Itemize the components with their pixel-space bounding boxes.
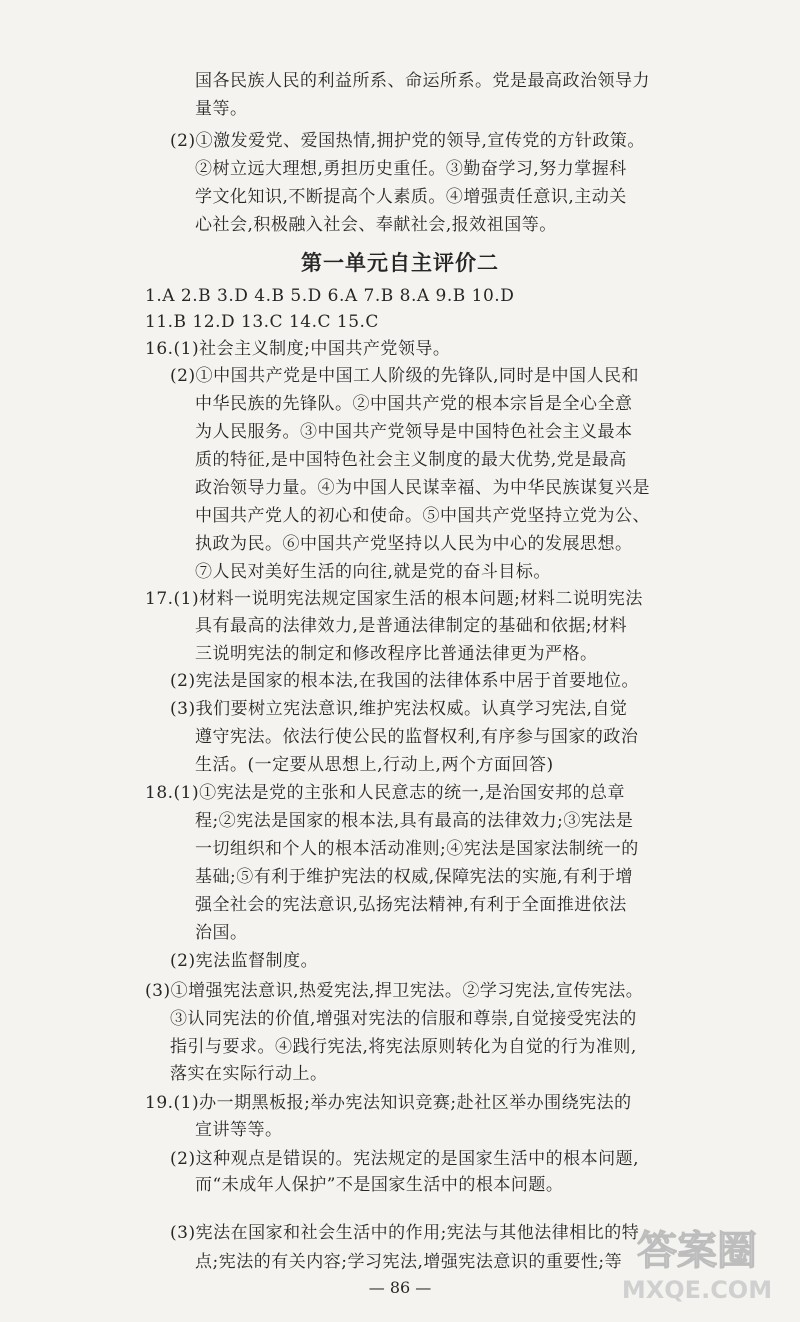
answer-line: 三说明宪法的制定和修改程序比普通法律更为严格。 bbox=[195, 644, 598, 664]
text-line: 心社会,积极融入社会、奉献社会,报效祖国等。 bbox=[195, 215, 557, 235]
answer-line: 具有最高的法律效力,是普通法律制定的基础和依据;材料 bbox=[195, 616, 628, 636]
text-line: 学文化知识,不断提高个人素质。④增强责任意识,主动关 bbox=[195, 187, 627, 207]
answer-line: 为人民服务。③中国共产党领导是中国特色社会主义最本 bbox=[195, 422, 633, 442]
answer-line: 遵守宪法。依法行使公民的监督权利,有序参与国家的政治 bbox=[195, 727, 639, 747]
answer-line: 执政为民。⑥中国共产党坚持以人民为中心的发展思想。 bbox=[195, 534, 633, 554]
answer-line: 政治领导力量。④为中国人民谋幸福、为中华民族谋复兴是 bbox=[195, 478, 650, 498]
answer-line: ⑦人民对美好生活的向往,就是党的奋斗目标。 bbox=[195, 562, 551, 582]
answer-line: ③认同宪法的价值,增强对宪法的信服和尊崇,自觉接受宪法的 bbox=[170, 1009, 637, 1029]
answer-line: 程;②宪法是国家的根本法,具有最高的法律效力;③宪法是 bbox=[195, 811, 634, 831]
text-line: (2)①激发爱党、爱国热情,拥护党的领导,宣传党的方针政策。 bbox=[170, 131, 645, 151]
text-line: 量等。 bbox=[195, 99, 248, 119]
answer-line: 17.(1)材料一说明宪法规定国家生活的根本问题;材料二说明宪法 bbox=[145, 589, 643, 609]
answer-line: 一切组织和个人的根本活动准则;④宪法是国家法制统一的 bbox=[195, 839, 639, 859]
answer-line: (3)我们要树立宪法意识,维护宪法权威。认真学习宪法,自觉 bbox=[170, 699, 628, 719]
answer-line: (2)宪法是国家的根本法,在我国的法律体系中居于首要地位。 bbox=[170, 671, 639, 691]
answer-line: (3)①增强宪法意识,热爱宪法,捍卫宪法。②学习宪法,宣传宪法。 bbox=[145, 981, 644, 1001]
answer-line: 中国共产党人的初心和使命。⑤中国共产党坚持立党为公、 bbox=[195, 506, 650, 526]
answer-line: 落实在实际行动上。 bbox=[170, 1064, 328, 1084]
answer-line: 19.(1)办一期黑板报;举办宪法知识竞赛;赴社区举办围绕宪法的 bbox=[145, 1093, 632, 1113]
answer-line: 16.(1)社会主义制度;中国共产党领导。 bbox=[145, 339, 451, 359]
answer-line: 宣讲等等。 bbox=[195, 1120, 283, 1140]
answer-line: (2)宪法监督制度。 bbox=[170, 951, 319, 971]
answer-line: 质的特征,是中国特色社会主义制度的最大优势,党是最高 bbox=[195, 450, 627, 470]
answer-line: 1.A 2.B 3.D 4.B 5.D 6.A 7.B 8.A 9.B 10.D bbox=[145, 286, 515, 306]
answer-line: 中华民族的先锋队。②中国共产党的根本宗旨是全心全意 bbox=[195, 394, 633, 414]
answer-line: 11.B 12.D 13.C 14.C 15.C bbox=[145, 312, 379, 332]
answer-line: 生活。(一定要从思想上,行动上,两个方面回答) bbox=[195, 755, 554, 775]
section-title: 第一单元自主评价二 bbox=[301, 250, 499, 275]
answer-line: 而“未成年人保护”不是国家生活中的根本问题。 bbox=[195, 1175, 564, 1195]
answer-line: (2)①中国共产党是中国工人阶级的先锋队,同时是中国人民和 bbox=[170, 366, 639, 386]
answer-line: (3)宪法在国家和社会生活中的作用;宪法与其他法律相比的特 bbox=[170, 1223, 640, 1243]
answer-line: 治国。 bbox=[195, 923, 248, 943]
answer-line: (2)这种观点是错误的。宪法规定的是国家生活中的根本问题, bbox=[170, 1149, 639, 1169]
answer-line: 基础;⑤有利于维护宪法的权威,保障宪法的实施,有利于增 bbox=[195, 867, 634, 887]
answer-line: 点;宪法的有关内容;学习宪法,增强宪法意识的重要性;等 bbox=[195, 1252, 623, 1272]
answer-line: 18.(1)①宪法是党的主张和人民意志的统一,是治国安邦的总章 bbox=[145, 783, 626, 803]
watermark-site-text: MXQE.COM bbox=[621, 1276, 773, 1304]
page-number: — 86 — bbox=[368, 1278, 432, 1297]
watermark-logo-text: 答案圈 bbox=[637, 1228, 757, 1274]
answer-line: 强全社会的宪法意识,弘扬宪法精神,有利于全面推进依法 bbox=[195, 895, 627, 915]
watermark-logo bbox=[612, 1218, 782, 1308]
text-line: 国各民族人民的利益所系、命运所系。党是最高政治领导力 bbox=[195, 71, 650, 91]
answer-line: 指引与要求。④践行宪法,将宪法原则转化为自觉的行为准则, bbox=[170, 1037, 637, 1057]
text-line: ②树立远大理想,勇担历史重任。③勤奋学习,努力掌握科 bbox=[195, 159, 627, 179]
